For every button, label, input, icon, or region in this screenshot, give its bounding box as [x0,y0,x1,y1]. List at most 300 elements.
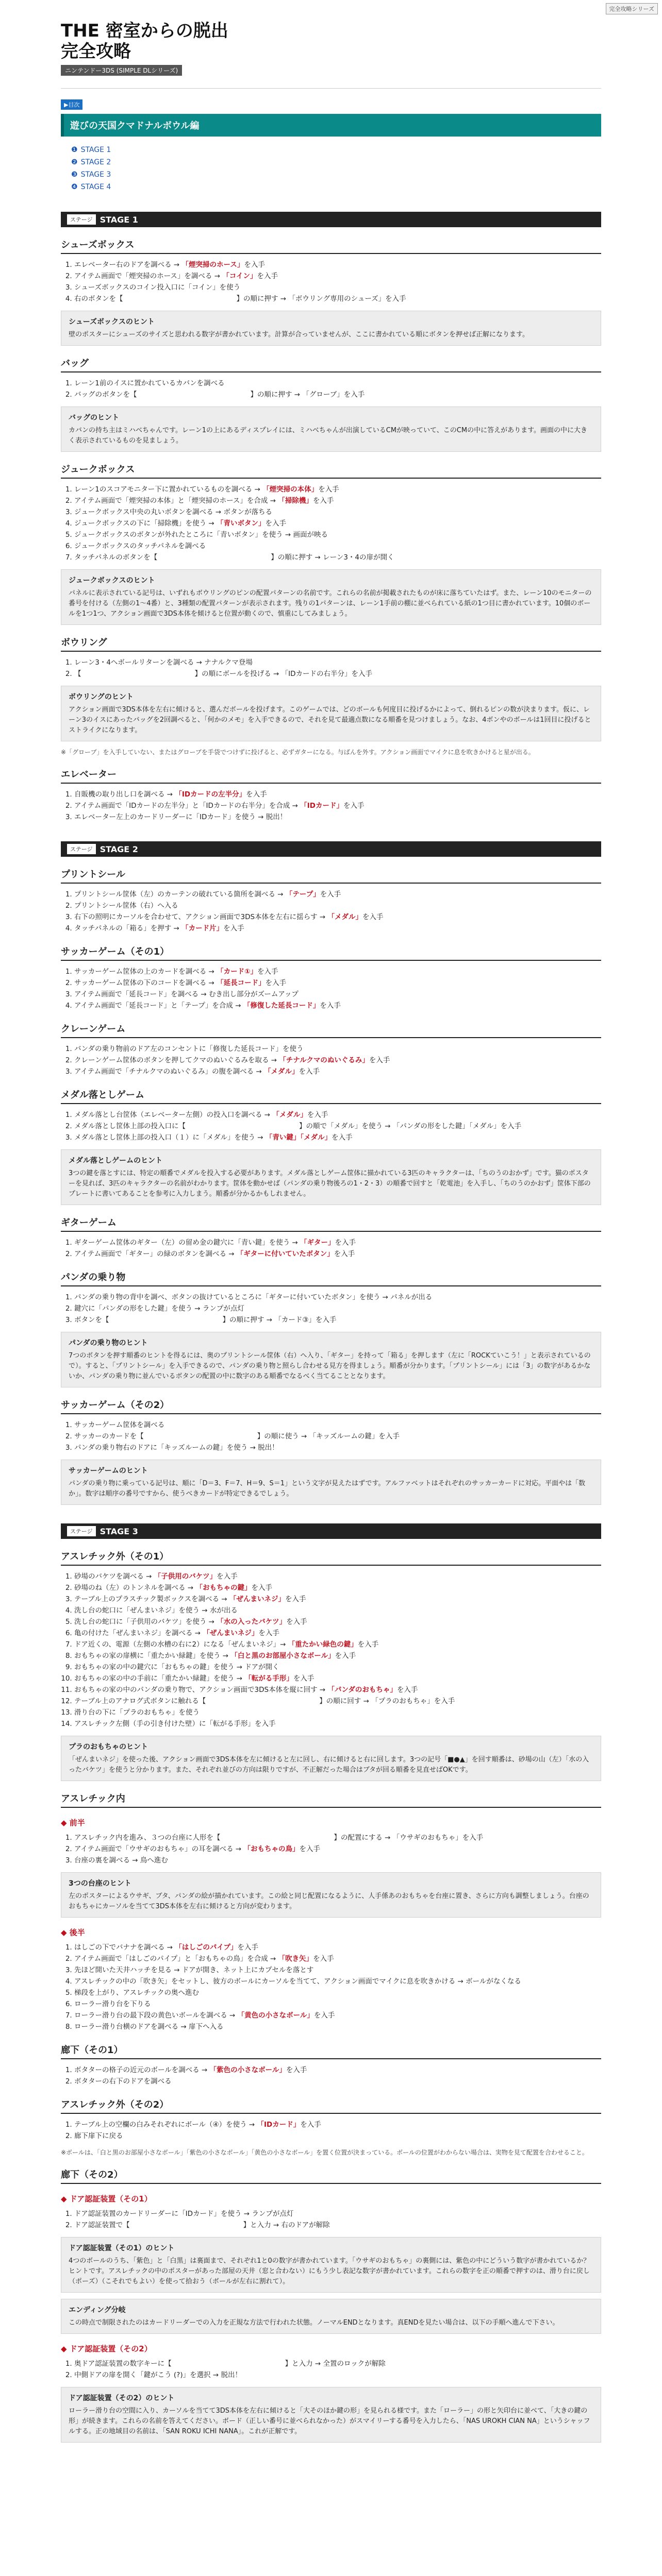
hint-body: アクション画面で3DS本体を左右に傾けると、選んだボールを投げます。このゲームでは、どのボールも何度目に投げるかによって、倒れるピンの数が決まります。仮に、レーン3のイスにあったバッグを2回調べると、「何かのメモ」を入手できるので、それを見て最適点数になる順番を見つけましょう。なお、4ボンやのボールは1回目に投げるとストライクになります。 [69,706,591,734]
step-text: おもちゃの家の中の手前に「重たかい緑鍵」を使う → [74,1674,245,1683]
bullet-icon: ❷ [71,158,78,166]
step-text: 中側ドアの扉を開く「鍵がこう (?)」を選択 → 脱出！ [74,2371,242,2379]
hint-box [61,406,601,452]
step-item [74,529,601,540]
section-crane [61,1022,601,1077]
step-text: 右のボタンを【 [74,295,123,303]
step-text-tail: を入手 [265,519,286,528]
step-item [74,657,601,668]
section-title: 廊下（その1） [61,2043,601,2059]
step-text-tail: 】の順に押す → 「ボウリング専用のシューズ」を入手 [236,295,406,303]
step-text-tail: 】の順で「メダル」を使う → 「パンダの形をした鍵」「メダル」を入手 [299,1122,522,1130]
step-text: アイテム画面で「ウサギのおもちゃ」の耳を調べる → [74,1845,244,1853]
step-text-tail: を入手 [312,497,334,505]
steps-list [61,2358,601,2381]
item-highlight: 「修復した延長コード」 [243,1002,320,1010]
step-text: アイテム画面で「IDカードの左半分」と「IDカードの右半分」を合成 → [74,802,301,810]
step-text-tail: を入手 [313,1955,334,1963]
step-text-tail: 】の順に押す → レーン3・4の扉が開く [271,553,394,562]
toc-item-stage4[interactable]: ❹ STAGE 4 [71,183,111,191]
ending-body: この時点で制限されたのはカードリーダーでの入力を正規な方法で行われた状態。ノーマルENDとなります。真ENDを見たい場合は、以下の手順へ進んで下さい。 [69,2319,559,2327]
section-title: 廊下（その2） [61,2167,601,2184]
step-text: サッカーゲーム筐体を調べる [74,1421,165,1429]
step-text: 滑り台の下に「プラのおもちゃ」を使う [74,1708,200,1717]
step-text: サッカーのカードを【 [74,1432,144,1440]
page-title-line2: 完全攻略 [61,41,131,62]
step-text: アイテム画面で「ギター」の緑のボタンを調べる → [74,1250,237,1258]
step-text: バンダの乗り物前のドア左のコンセントに「修復した延長コード」を使う [74,1045,304,1053]
item-highlight: 「煙突掃のホース」 [181,261,244,269]
step-text: ローラー滑り台を下りる [74,2000,151,2008]
step-text: 先ほど開いた天井ハッチを見る → ドアが開き、ネット上にカプセルを落とす [74,1966,314,1974]
step-text: 洗し台の蛇口に「子供用のバケツ」を使う → [74,1618,217,1626]
step-text-tail: を入手 [335,1652,356,1660]
item-highlight: 「ギター」 [300,1239,335,1247]
hint-body: 4つのボールのうち、「紫色」と「白黒」は裏面まで、それぞれ1と0の数字が書かれています。「ウサギのおもちゃ」の裏側には、紫色の中にどういう数字が書かれているか？ヒントです。アスレチックの中のポスターがあった部屋の天井（窓と合わない）にもう少し表記な数字が書かれています。これらの数字を正の順番で押すのは、滑り台に戻し（ポーズ）（こそれでもよい）を使って拾おう（ボールが左右に割れて）。 [69,2257,590,2285]
section-medal [61,1088,601,1205]
step-text: テーブル上の空欄の白みそれぞれにボール（④）を使う → [74,2121,257,2129]
item-highlight: 「転がる手形」 [244,1674,293,1683]
step-text-tail: を入手 [237,1943,259,1952]
step-item [74,1718,601,1730]
hint-title: バッグのヒント [69,414,119,422]
step-text-tail: を入手 [396,1686,418,1694]
step-text-tail: 】と入力 → 右のドアが解除 [243,2221,330,2229]
step-item [74,1605,601,1616]
section-title: アスレチック内 [61,1791,601,1808]
step-text: レーン1のスコアモニター下に置かれているものを調べる → [74,485,263,494]
step-text: 廊下扉下に戻る [74,2132,123,2140]
page-title-line1: THE 密室からの脱出 [61,21,228,41]
stage-chip: ステージ [67,214,96,225]
step-item [74,2369,601,2381]
stage-chip: ステージ [67,844,96,854]
item-highlight: 「ぜんまいネジ」 [203,1629,259,1637]
step-text: ギターゲーム筐体のギター（左）の留め金の鍵穴に「青い鍵」を使う → [74,1239,301,1247]
step-item [74,1431,601,1442]
stage3-header [61,1523,601,1539]
step-text: 台座の裏を調べる → 鳥へ進む [74,1856,168,1865]
step-text-tail: を入手 [343,802,365,810]
step-text: 亀の付けた「ぜんまいネジ」を調べる → [74,1629,203,1637]
header [0,0,662,76]
step-text: レーン1前のイスに置かれているカバンを調べる [74,379,225,387]
step-item [74,2208,601,2219]
section-corridor1 [61,2043,601,2087]
step-text: ドア認証装置で【 [74,2221,130,2229]
step-text-tail: を入手 [357,1640,379,1649]
steps-list [61,1419,601,1453]
item-highlight: 「煙突掃の本体」 [262,485,319,494]
main-content [0,88,662,2443]
section-athletic-out2 [61,2097,601,2157]
step-text: サッカーゲーム筐体の下のコードを調べる → [74,979,217,987]
bullet-icon: ❶ [71,146,78,154]
hint-box [61,1149,601,1205]
step-item [74,2119,601,2130]
step-text: テーブル上のアナログ式ボタンに触れる【 [74,1697,206,1705]
item-highlight: 「おもちゃの鳥」 [243,1845,300,1853]
step-item [74,800,601,811]
step-text-tail: を入手 [246,790,267,799]
subsection-door1: ◆ ドア認証装置（その1） [61,2194,152,2204]
section-title: クレーンゲーム [61,1022,601,1038]
section-title: アスレチック外（その2） [61,2097,601,2114]
item-highlight: 「チナルクマのぬいぐるみ」 [279,1056,369,1064]
step-item [74,1292,601,1303]
step-text-tail: を入手 [362,913,384,921]
step-text-tail: を入手 [257,968,278,976]
step-text-tail: を入手 [299,1067,320,1076]
step-text-tail: を入手 [335,1239,356,1247]
section-athletic-in [61,1791,601,2032]
step-text-tail: を入手 [293,1674,315,1683]
step-item [74,1628,601,1639]
item-highlight: 「メダル」 [327,913,362,921]
step-item [74,1571,601,1582]
step-text: 奥ドア認証装置の数字キーに【 [74,2360,172,2368]
divider [61,88,601,89]
step-item [74,2010,601,2021]
step-item [74,293,601,304]
step-text-tail: 】の順にボールを投げる → 「IDカードの右半分」を入手 [194,670,373,678]
hint-box [61,686,601,741]
step-item [74,1639,601,1650]
step-text: ジュークボックス中央の丸いボタンを調べる → ボタンが落ちる [74,508,272,516]
item-highlight: 「IDカードの左半分」 [175,790,246,799]
step-text: アイテム画面で「はしごのパイプ」と「おもちゃの鳥」を合成 → [74,1955,278,1963]
step-text: タッチパネルの「箱る」を押す → [74,924,182,933]
hint-body: 3つの鍵を落とすには、特定の順番でメダルを投入する必要があります。メダル落としゲーム筐体に描かれている3匹のキャラクターは、「ちのうのおかず」です。猫のポスターを見れば、3匹のキャラクターの名前がわかります。筐体を動かせば（パンダの乗り物後ろの1・2・3）の順番で回すと「乾電池」を入手し、「ちのうのかおず」筐体下部のプレートに書いてあることを参考に入力しまう。順番が分かるかもしれません。 [69,1170,591,1198]
step-text-tail: を入手 [286,2066,307,2074]
step-text: アスレチック内を進み、３つの台座に人形を【 [74,1834,221,1842]
step-item [74,552,601,563]
step-text: エレベーター左上のカードリーダーに「IDカード」を使う → 脱出！ [74,813,287,821]
step-item [74,989,601,1000]
step-text: おもちゃの家の扉横に「重たかい緑鍵」を使う → [74,1652,231,1660]
item-highlight: 「ぜんまいネジ」 [229,1595,285,1603]
section-panda [61,1270,601,1387]
steps-list [61,2119,601,2142]
step-item [74,789,601,800]
item-highlight: 「メダル」 [272,1111,307,1119]
ending-title: エンディング分岐 [69,2306,126,2314]
section-print [61,867,601,934]
hint-box [61,2387,601,2443]
steps-list [61,966,601,1011]
step-item [74,1582,601,1594]
item-highlight: 「掃除機」 [278,497,313,505]
step-text-tail: を入手 [334,1250,355,1258]
step-text: ボタンを【 [74,1316,109,1324]
item-highlight: 「青いボタン」 [217,519,266,528]
step-item [74,811,601,823]
step-text-tail: を入手 [217,1572,238,1581]
step-text: テーブル上のプラスチック製ボックスを調べる → [74,1595,229,1603]
step-text: プリントシール筐体（左）のカーテンの破れている箇所を調べる → [74,890,286,899]
hint-box [61,1460,601,1505]
subsection-second-half: ◆ 後半 [61,1928,85,1937]
step-text-tail: を入手 [318,485,339,494]
section-title: アスレチック外（その1） [61,1549,601,1566]
item-highlight: 「延長コード」 [217,979,266,987]
step-item [74,668,601,680]
item-highlight: 「カード片」 [181,924,224,933]
hint-box [61,2237,601,2293]
step-item [74,1662,601,1673]
item-highlight: 「紫色の小さなボール」 [209,2066,286,2074]
item-highlight: 「吹き矢」 [278,1955,313,1963]
step-text-tail: を入手 [251,1584,272,1592]
step-item [74,378,601,389]
note-text: ※「グローブ」を入手していない、またはグローブを手袋でつけずに投げると、必ずガターになる。与ばんを外す。アクション画面でマイクに息を吹きかけると星が出る。 [61,749,535,756]
step-item [74,966,601,977]
step-text-tail: を入手 [313,2011,335,2020]
hint-body: 左のポスターによるウサギ、ブタ、パンダの絵が描かれています。この絵と同じ配置になるように、人手係あのおもちゃを台座に置き、さらに方向も調整しましょう。台座のおもちゃにカーソルを当てて3DS本体を左右に傾けると方向が変わります。 [69,1892,589,1910]
step-item [74,1707,601,1718]
section-athletic-out1 [61,1549,601,1781]
step-item [74,1248,601,1260]
hint-body: パンダの乗り物に乗っている記号は、順に「D＝3、F＝7、H＝9、S＝1」という文字が見えたはずです。アルファベットはそれぞれのサッカーカードに対応。平面やは「数か」。数字は順序の番号ですから、使うべきカードが特定できるでしょう。 [69,1480,586,1498]
section-bag [61,356,601,452]
section-title: エレベーター [61,767,601,784]
ending-box [61,2299,601,2334]
hint-title: ドア認証装置（その2）のヒント [69,2394,175,2402]
subsection-door2: ◆ ドア認証装置（その2） [61,2344,152,2353]
hint-box [61,311,601,346]
item-highlight: 「重たかい緑色の鍵」 [288,1640,358,1649]
stage3-label: STAGE 3 [100,1526,138,1536]
step-text: メダル落とし台筐体（エレベーター左側）の投入口を調べる → [74,1111,273,1119]
steps-list [61,657,601,680]
section-title: メダル落としゲーム [61,1088,601,1104]
step-text-tail: 】の順に押す → 「グローブ」を入手 [250,391,365,399]
step-text-tail: を入手 [332,1133,353,1142]
item-highlight: 「メダル」 [264,1067,299,1076]
item-highlight: 「IDカード」 [257,2121,301,2129]
step-item [74,900,601,911]
step-text: レーン3・4へボールリターンを調べる → ナナルクマ登場 [74,658,253,667]
step-item [74,1314,601,1326]
hint-title: サッカーゲームのヒント [69,1467,148,1475]
steps-list [61,378,601,400]
step-item [74,1121,601,1132]
step-item [74,270,601,282]
hint-box [61,1332,601,1387]
step-item [74,1442,601,1453]
step-item [74,923,601,934]
step-text: メダル落とし筐体上部の投入口（１）に「メダル」を使う → [74,1133,266,1142]
item-highlight: 「はしごのパイプ」 [175,1943,238,1952]
step-text: 右下の照明にカーソルを合わせて、アクション画面で3DS本体を左右に揺らす → [74,913,328,921]
step-item [74,1942,601,1953]
hint-title: プラのおもちゃのヒント [69,1743,148,1751]
step-item [74,1066,601,1077]
step-text: ローラー滑り台の最下段の黄色いボールを調べる → [74,2011,238,2020]
steps-list [61,1043,601,1077]
step-text-tail: を入手 [265,979,287,987]
step-text: 砂場のバケツを調べる → [74,1572,154,1581]
section-elevator [61,767,601,823]
section-jukebox [61,462,601,625]
step-text-tail: 】と入力 → 全置のロックが解除 [285,2360,386,2368]
step-text-tail: を入手 [299,1845,321,1853]
step-item [74,1843,601,1855]
steps-list [61,1571,601,1730]
toc-item-stage1[interactable]: ❶ STAGE 1 [71,146,111,154]
step-text: バッグのボタンを【 [74,391,137,399]
step-item [74,1832,601,1843]
step-item [74,389,601,400]
step-text: ジュークボックスのタッチパネルを調べる [74,542,206,550]
item-highlight: 「IDカード」 [300,802,343,810]
step-text-tail: を入手 [257,272,278,280]
step-text: アイテム画面で「延長コード」と「テープ」を合成 → [74,1002,243,1010]
step-item [74,1055,601,1066]
note-text: ※ボールは、「白と黒のお部屋小さなボール」「紫色の小さなボール」「黄色の小さなボール」を置く位置が決まっている。ボールの位置がわからない場合は、実物を見て配置を合わせること。 [61,2149,588,2156]
series-badge[interactable]: 完全攻略シリーズ [606,3,658,14]
step-item [74,540,601,552]
step-item [74,1109,601,1121]
toc-item-stage3[interactable]: ❸ STAGE 3 [71,171,111,179]
step-text: ドア近くの、電源（左側の水槽の右に2）になる「ぜんまいネジ」→ [74,1640,288,1649]
step-text: ジュークボックスのボタンが外れたところに「青いボタン」を使う → 画面が映る [74,531,328,539]
step-text: ボタターの右下のドアを調べる [74,2077,172,2086]
section-corridor2 [61,2167,601,2443]
hint-title: メダル落としゲームのヒント [69,1157,162,1165]
hint-title: シューズボックスのヒント [69,318,155,326]
step-item [74,1237,601,1248]
step-text: サッカーゲーム筐体の上のカードを調べる → [74,968,217,976]
step-text: ローラー滑り台横のドアを調べる → 扉下へ入る [74,2023,224,2031]
step-item [74,2076,601,2087]
step-item [74,1616,601,1628]
step-item [74,1650,601,1662]
stage-chip: ステージ [67,1526,96,1536]
item-highlight: 「白と黒のお部屋小さなボール」 [230,1652,335,1660]
step-text-tail: 】の順に押す → 「カード③」を入手 [222,1316,337,1324]
item-highlight: 「おもちゃの鍵」 [195,1584,252,1592]
step-text-tail: を入手 [320,890,341,899]
step-item [74,1953,601,1964]
steps-list [61,1292,601,1326]
step-item [74,1684,601,1696]
step-text-tail: を入手 [307,1111,328,1119]
step-item [74,977,601,989]
step-item [74,1132,601,1143]
hint-box [61,1872,601,1918]
step-item [74,1043,601,1055]
step-text-tail: を入手 [320,1002,341,1010]
step-item [74,2219,601,2231]
section-guitar [61,1215,601,1260]
steps-list [61,889,601,934]
section-title: サッカーゲーム（その2） [61,1398,601,1414]
item-highlight: 「カード①」 [217,968,258,976]
steps-list [61,1109,601,1143]
section-title: バッグ [61,356,601,372]
step-item [74,1419,601,1431]
step-text-tail: 】の配置にする → 「ウサギのおもちゃ」を入手 [334,1834,484,1842]
hint-box [61,1736,601,1781]
step-text-tail: を入手 [286,1618,307,1626]
step-item [74,1987,601,1998]
step-text: アイテム画面で「煙突掃の本体」と「煙突掃のホース」を合成 → [74,497,278,505]
steps-list [61,2208,601,2231]
step-text-tail: を入手 [300,2121,321,2129]
step-item [74,2130,601,2142]
step-item [74,1594,601,1605]
section-bowling [61,635,601,757]
step-item [74,1855,601,1866]
item-highlight: 「ギターに付いていたボタン」 [236,1250,334,1258]
step-text: おもちゃの家の中の鍵穴に「おもちゃの鍵」を使う → ドアが開く [74,1663,279,1671]
step-item [74,1000,601,1011]
step-text: ジュークボックスの下に「掃除機」を使う → [74,519,217,528]
step-text-tail: 】の順に使う → 「キッズルームの鍵」を入手 [257,1432,400,1440]
step-item [74,1998,601,2010]
step-text: 洗し台の蛇口に「ぜんまいネジ」を使う → 水が出る [74,1606,238,1615]
item-highlight: 「黄色の小さなボール」 [237,2011,314,2020]
section-title: シューズボックス [61,238,601,254]
hint-body: 7つのボタンを押す順番のヒントを得るには、奥のプリントシール筐体（右）へ入り、「ギター」を持って「箱る」を押します（左に「ROCKていこう！」と表示されているので）。すると、「プリントシール」を入手できるので、パンダの乗り物と照らし合わせる見方を得ましょう。順番が分かります。「プリントシール」には「3」の数字があるかないか、パンダの乗り物に並んでいるボタンの配置の中に数字のある順番でなるべく当てることとなります。 [69,1352,591,1380]
hint-title: ジュークボックスのヒント [69,577,155,585]
hint-title: ボウリングのヒント [69,693,134,701]
step-text: クレーンゲーム筐体のボタンを押してクマのぬいぐるみを取る → [74,1056,279,1064]
step-text: ボタターの格子の近元のボールを調べる → [74,2066,210,2074]
step-item [74,1673,601,1684]
hint-body: ローラー滑り台の空間に入り、カーソルを当てて3DS本体を左右に傾けると「大そのほか鍵の形」を見られる様です。また「ローラー」の形と矢印台に並べて、「大きの鍵の形」が続きます。これらの名前を答えてください。ボード（正しい番号に並べられなかった）がスマイリーする番号を入力したら、「NAS UROKH CIAN NA」というシャッフルする。正の地域目の名前は、「SAN ROKU ICHI NANA」。これが正解です。 [69,2407,590,2435]
step-text: パンダの乗り物右のドアに「キッズルームの鍵」を使う → 脱出！ [74,1444,279,1452]
step-text: タッチパネルのボタンを【 [74,553,158,562]
steps-list [61,1832,601,1866]
stage2-label: STAGE 2 [100,844,138,854]
item-highlight: 「水の入ったバケツ」 [217,1618,287,1626]
step-text: 梯段を上がり、アスレチックの奥へ進む [74,1989,200,1997]
stage1-label: STAGE 1 [100,214,138,225]
step-text: 鍵穴に「パンダの形をした鍵」を使う → ランプが点灯 [74,1304,244,1313]
step-item [74,1303,601,1314]
toc-item-stage2[interactable]: ❷ STAGE 2 [71,158,111,166]
step-text: シューズボックスのコイン投入口に「コイン」を使う [74,283,241,292]
toc-tag: ▶目次 [61,99,82,110]
step-text: ドア認証装置のカードリーダーに「IDカード」を使う → ランプが点灯 [74,2210,294,2218]
section-banner: 遊びの天国クマドナルボウル編 [61,114,601,137]
step-text: 砂場のね（左）のトンネルを調べる → [74,1584,196,1592]
step-text: アイテム画面で「延長コード」を調べる → むき出し部分がズームアップ [74,990,299,998]
section-title: プリントシール [61,867,601,884]
section-title: ボウリング [61,635,601,652]
hint-body: 壁のポスターにシューズのサイズと思われる数字が書かれています。計算が合っていませんが、ここに書かれている順にボタンを押せば正解になります。 [69,331,529,338]
item-highlight: 「青い鍵」「メダル」 [265,1133,332,1142]
toc-list [71,144,601,193]
hint-box [61,569,601,625]
step-item [74,495,601,506]
step-text-tail: を入手 [223,924,244,933]
step-text: エレベーター右のドアを調べる → [74,261,182,269]
step-text: 自販機の取り出し口を調べる → [74,790,175,799]
hint-title: パンダの乗り物のヒント [69,1339,148,1347]
step-text: おもちゃの家の中のパンダの乗り物で、アクション画面で3DS本体を縦に回す → [74,1686,328,1694]
section-title: サッカーゲーム（その1） [61,944,601,961]
hint-body: カバンの持ち主はミハベちゃんです。レーン1の上にあるディスプレイには、ミハベちゃんが出演しているCMが映っていて、このCMの中に答えがあります。画面の中に大きく表示されているものを見ましょう。 [69,427,588,445]
step-item [74,282,601,293]
step-text: アスレチック左側（手の引き付けた壁）に「転がる手形」を入手 [74,1720,276,1728]
steps-list [61,2064,601,2087]
section-shoes [61,238,601,346]
steps-list [61,1237,601,1260]
step-item [74,1964,601,1976]
